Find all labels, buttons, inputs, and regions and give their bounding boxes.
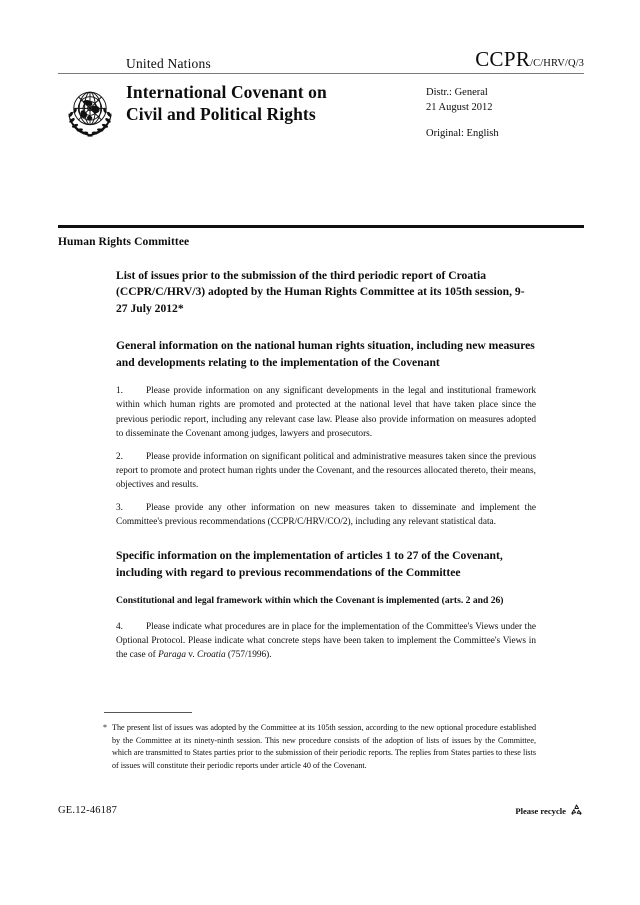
- document-symbol-suffix: /C/HRV/Q/3: [530, 58, 584, 69]
- paragraph-3-text: Please provide any other information on new measures taken to disseminate and implement the Committee's previous recommendations (CCPR/C/HRV/CO/2), including any relevant statistical data.: [116, 503, 536, 528]
- distribution-block: [426, 85, 499, 142]
- committee-name: Human Rights Committee: [58, 236, 190, 248]
- organization-name: United Nations: [126, 55, 211, 71]
- paragraph-4-number: 4.: [116, 621, 123, 632]
- document-content: [116, 268, 536, 671]
- paragraph-2-number: 2.: [116, 451, 123, 462]
- paragraph-2: [116, 450, 536, 492]
- paragraph-3: [116, 501, 536, 529]
- paragraph-1: [116, 384, 536, 441]
- document-symbol: [475, 49, 584, 70]
- footnote-marker: *: [103, 723, 108, 732]
- footnote-separator: [104, 712, 192, 713]
- paragraph-4-text-part-2: (757/1996).: [225, 650, 272, 661]
- paragraph-3-number: 3.: [116, 503, 123, 514]
- covenant-title-line-1: International Covenant on: [126, 82, 327, 102]
- covenant-title: [126, 81, 416, 126]
- case-name-paraga: Paraga: [158, 650, 186, 661]
- footnote-text: The present list of issues was adopted by the Committee at its 105th session, according to the new optional procedure established by the Committee at its ninety-ninth session. This new procedure consists of the adoption of lists of issues by the Committee, which are transmitted to States parties prior to the submission of their periodic reports. The replies from States parties to these lists of issues will constitute their periodic reports under article 40 of the Covenant.: [112, 723, 536, 770]
- section-heading-general: General information on the national human rights situation, including new measures and developments relating to the implementation of the Covenant: [116, 339, 535, 369]
- paragraph-2-text: Please provide information on significant political and administrative measures taken since the previous report to promote and protect human rights under the Covenant, and the resources allocated thereto, their means, objectives and results.: [116, 451, 536, 491]
- paragraph-4-text-part-1: Please indicate what procedures are in place for the implementation of the Committee's Views under the Optional Protocol. Please indicate what concrete steps have been taken to implement the Committee's Views in the case of: [116, 621, 536, 661]
- masthead-thick-rule: [58, 225, 584, 228]
- case-name-croatia: Croatia: [197, 650, 226, 661]
- document-symbol-main: CCPR: [475, 47, 531, 71]
- distribution-date: 21 August 2012: [426, 102, 493, 114]
- job-number: GE.12-46187: [58, 805, 118, 816]
- masthead: [58, 47, 584, 165]
- footnote: [103, 722, 536, 772]
- masthead-top-row: [58, 47, 584, 71]
- recycle-icon: [569, 803, 584, 818]
- original-language: Original: English: [426, 128, 499, 140]
- covenant-title-line-2: Civil and Political Rights: [126, 104, 316, 125]
- recycle-notice: [515, 803, 584, 818]
- subsection-heading: Constitutional and legal framework within which the Covenant is implemented (arts. 2 and 26): [116, 595, 504, 607]
- masthead-body: [58, 81, 584, 165]
- paragraph-1-text: Please provide information on any significant developments in the legal and institutional framework within which human rights are promoted and protected at the national level that have taken place since the previous periodic report, including any relevant case law. Please also provide information on measures adopted to disseminate the Covenant among judges, lawyers and prosecutors.: [116, 386, 536, 439]
- recycle-label: Please recycle: [515, 805, 566, 816]
- page-footer: [58, 803, 584, 818]
- paragraph-4: [116, 620, 536, 662]
- case-versus: v.: [185, 650, 198, 661]
- masthead-thin-rule: [58, 73, 584, 74]
- paragraph-1-number: 1.: [116, 386, 123, 397]
- page-title: List of issues prior to the submission of the third periodic report of Croatia (CCPR/C/HRV/3) adopted by the Human Rights Committee at its 105th session, 9-27 July 2012*: [116, 269, 525, 315]
- un-emblem-icon: [60, 83, 120, 141]
- section-heading-specific: Specific information on the implementation of articles 1 to 27 of the Covenant, including with regard to previous recommendations of the Committee: [116, 549, 503, 579]
- distribution-spacer: [426, 115, 499, 126]
- distribution-type: Distr.: General: [426, 87, 488, 98]
